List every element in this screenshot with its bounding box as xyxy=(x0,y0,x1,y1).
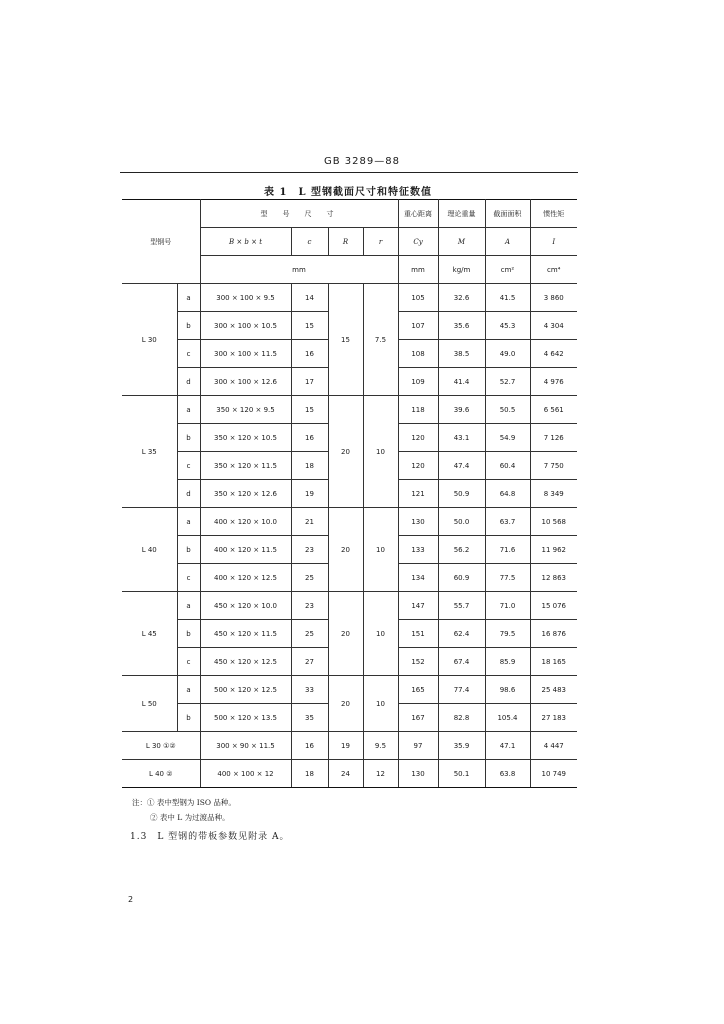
table-row xyxy=(122,592,577,620)
area-cell: 105.4 xyxy=(485,704,530,732)
sym-A: A xyxy=(485,228,530,256)
sub-model-cell: c xyxy=(177,648,200,676)
inertia-cell: 16 876 xyxy=(530,620,577,648)
area-cell: 85.9 xyxy=(485,648,530,676)
table-row xyxy=(122,508,577,536)
centroid-header: 重心距离 xyxy=(398,200,438,228)
centroid-cell: 130 xyxy=(398,760,438,788)
thickness-cell: 23 xyxy=(291,536,328,564)
model-cell: L 40 ② xyxy=(122,760,200,788)
mass-cell: 50.1 xyxy=(438,760,485,788)
thickness-cell: 16 xyxy=(291,732,328,760)
dims-cell: 350 × 120 × 11.5 xyxy=(200,452,291,480)
mass-cell: 77.4 xyxy=(438,676,485,704)
radius-r-cell: 10 xyxy=(363,592,398,676)
sub-model-cell: a xyxy=(177,284,200,312)
centroid-cell: 165 xyxy=(398,676,438,704)
mass-cell: 82.8 xyxy=(438,704,485,732)
mass-cell: 38.5 xyxy=(438,340,485,368)
table-row xyxy=(122,760,577,788)
model-cell: L 50 xyxy=(122,676,177,732)
inertia-cell: 3 860 xyxy=(530,284,577,312)
table-caption: 表 1 L 型钢截面尺寸和特征数值 xyxy=(264,187,432,198)
clause-1-3: 1.3 L 型钢的带板参数见附录 A。 xyxy=(130,832,290,842)
area-cell: 41.5 xyxy=(485,284,530,312)
centroid-cell: 152 xyxy=(398,648,438,676)
thickness-cell: 15 xyxy=(291,312,328,340)
dims-cell: 450 × 120 × 12.5 xyxy=(200,648,291,676)
l-beam-spec-table xyxy=(122,199,577,788)
area-cell: 52.7 xyxy=(485,368,530,396)
sym-d: c xyxy=(291,228,328,256)
thickness-cell: 14 xyxy=(291,284,328,312)
thickness-cell: 27 xyxy=(291,648,328,676)
sub-model-cell: c xyxy=(177,452,200,480)
radius-R-cell: 20 xyxy=(328,508,363,592)
unit-mm-centroid: mm xyxy=(398,256,438,284)
page-number: 2 xyxy=(128,895,134,904)
sym-m: M xyxy=(438,228,485,256)
dims-cell: 300 × 100 × 10.5 xyxy=(200,312,291,340)
inertia-cell: 4 976 xyxy=(530,368,577,396)
mass-cell: 35.6 xyxy=(438,312,485,340)
radius-R-cell: 24 xyxy=(328,760,363,788)
mass-cell: 50.9 xyxy=(438,480,485,508)
sub-model-cell: b xyxy=(177,536,200,564)
thickness-cell: 18 xyxy=(291,760,328,788)
dims-cell: 300 × 90 × 11.5 xyxy=(200,732,291,760)
centroid-cell: 147 xyxy=(398,592,438,620)
centroid-cell: 167 xyxy=(398,704,438,732)
table-row xyxy=(122,284,577,312)
inertia-cell: 4 447 xyxy=(530,732,577,760)
dims-cell: 300 × 100 × 9.5 xyxy=(200,284,291,312)
thickness-cell: 25 xyxy=(291,620,328,648)
area-cell: 50.5 xyxy=(485,396,530,424)
radius-r-cell: 9.5 xyxy=(363,732,398,760)
mass-cell: 47.4 xyxy=(438,452,485,480)
area-cell: 79.5 xyxy=(485,620,530,648)
dims-cell: 400 × 120 × 12.5 xyxy=(200,564,291,592)
unit-cm4: cm⁴ xyxy=(530,256,577,284)
radius-r-cell: 7.5 xyxy=(363,284,398,396)
inertia-cell: 25 483 xyxy=(530,676,577,704)
area-cell: 45.3 xyxy=(485,312,530,340)
mass-header: 理论重量 xyxy=(438,200,485,228)
sub-model-cell: b xyxy=(177,312,200,340)
radius-R-cell: 19 xyxy=(328,732,363,760)
centroid-cell: 107 xyxy=(398,312,438,340)
inertia-cell: 4 304 xyxy=(530,312,577,340)
sub-model-cell: c xyxy=(177,340,200,368)
dims-cell: 300 × 100 × 12.6 xyxy=(200,368,291,396)
dims-cell: 350 × 120 × 9.5 xyxy=(200,396,291,424)
centroid-cell: 120 xyxy=(398,452,438,480)
thickness-cell: 33 xyxy=(291,676,328,704)
sub-model-cell: a xyxy=(177,396,200,424)
centroid-cell: 108 xyxy=(398,340,438,368)
inertia-cell: 4 642 xyxy=(530,340,577,368)
sub-model-cell: a xyxy=(177,592,200,620)
dims-cell: 400 × 100 × 12 xyxy=(200,760,291,788)
mass-cell: 32.6 xyxy=(438,284,485,312)
unit-mm-dims: mm xyxy=(200,256,398,284)
inertia-cell: 7 750 xyxy=(530,452,577,480)
area-header: 截面面积 xyxy=(485,200,530,228)
table-row xyxy=(122,732,577,760)
inertia-cell: 11 962 xyxy=(530,536,577,564)
centroid-cell: 151 xyxy=(398,620,438,648)
sub-model-cell: a xyxy=(177,676,200,704)
sub-model-cell: d xyxy=(177,480,200,508)
area-cell: 71.6 xyxy=(485,536,530,564)
table-row xyxy=(122,676,577,704)
sym-cy: Cy xyxy=(398,228,438,256)
thickness-cell: 15 xyxy=(291,396,328,424)
dims-cell: 500 × 120 × 13.5 xyxy=(200,704,291,732)
mass-cell: 50.0 xyxy=(438,508,485,536)
table-row xyxy=(122,396,577,424)
thickness-cell: 23 xyxy=(291,592,328,620)
dims-cell: 400 × 120 × 10.0 xyxy=(200,508,291,536)
dims-cell: 450 × 120 × 11.5 xyxy=(200,620,291,648)
centroid-cell: 105 xyxy=(398,284,438,312)
inertia-cell: 15 076 xyxy=(530,592,577,620)
mass-cell: 67.4 xyxy=(438,648,485,676)
inertia-cell: 10 749 xyxy=(530,760,577,788)
note-1: 注：① 表中型钢为 ISO 品种。 xyxy=(132,798,236,807)
area-cell: 60.4 xyxy=(485,452,530,480)
inertia-cell: 18 165 xyxy=(530,648,577,676)
unit-kgm: kg/m xyxy=(438,256,485,284)
inertia-cell: 12 863 xyxy=(530,564,577,592)
thickness-cell: 25 xyxy=(291,564,328,592)
area-cell: 77.5 xyxy=(485,564,530,592)
radius-r-cell: 12 xyxy=(363,760,398,788)
inertia-cell: 6 561 xyxy=(530,396,577,424)
dims-cell: 400 × 120 × 11.5 xyxy=(200,536,291,564)
inertia-cell: 8 349 xyxy=(530,480,577,508)
mass-cell: 41.4 xyxy=(438,368,485,396)
inertia-cell: 10 568 xyxy=(530,508,577,536)
dims-cell: 450 × 120 × 10.0 xyxy=(200,592,291,620)
model-cell: L 45 xyxy=(122,592,177,676)
centroid-cell: 133 xyxy=(398,536,438,564)
thickness-cell: 16 xyxy=(291,340,328,368)
sym-dims: B × b × t xyxy=(200,228,291,256)
thickness-cell: 19 xyxy=(291,480,328,508)
inertia-cell: 27 183 xyxy=(530,704,577,732)
model-cell: L 40 xyxy=(122,508,177,592)
table-notes xyxy=(132,795,236,825)
area-cell: 63.8 xyxy=(485,760,530,788)
sub-model-cell: d xyxy=(177,368,200,396)
radius-r-cell: 10 xyxy=(363,508,398,592)
radius-r-cell: 10 xyxy=(363,396,398,508)
sub-model-cell: c xyxy=(177,564,200,592)
area-cell: 98.6 xyxy=(485,676,530,704)
standard-code: GB 3289—88 xyxy=(324,156,400,167)
mass-cell: 35.9 xyxy=(438,732,485,760)
thickness-cell: 17 xyxy=(291,368,328,396)
thickness-cell: 21 xyxy=(291,508,328,536)
radius-R-cell: 20 xyxy=(328,592,363,676)
area-cell: 63.7 xyxy=(485,508,530,536)
sym-R: R xyxy=(328,228,363,256)
radius-R-cell: 15 xyxy=(328,284,363,396)
model-cell: L 30 xyxy=(122,284,177,396)
mass-cell: 55.7 xyxy=(438,592,485,620)
mass-cell: 62.4 xyxy=(438,620,485,648)
header-row-1 xyxy=(122,200,577,228)
centroid-cell: 130 xyxy=(398,508,438,536)
area-cell: 47.1 xyxy=(485,732,530,760)
dims-cell: 300 × 100 × 11.5 xyxy=(200,340,291,368)
sym-I: I xyxy=(530,228,577,256)
radius-R-cell: 20 xyxy=(328,396,363,508)
sub-model-cell: b xyxy=(177,424,200,452)
sub-model-cell: b xyxy=(177,620,200,648)
area-cell: 64.8 xyxy=(485,480,530,508)
header-rule xyxy=(120,172,578,173)
thickness-cell: 35 xyxy=(291,704,328,732)
centroid-cell: 118 xyxy=(398,396,438,424)
thickness-cell: 18 xyxy=(291,452,328,480)
mass-cell: 43.1 xyxy=(438,424,485,452)
centroid-cell: 121 xyxy=(398,480,438,508)
dims-cell: 500 × 120 × 12.5 xyxy=(200,676,291,704)
inertia-cell: 7 126 xyxy=(530,424,577,452)
radius-R-cell: 20 xyxy=(328,676,363,732)
area-cell: 49.0 xyxy=(485,340,530,368)
centroid-cell: 97 xyxy=(398,732,438,760)
model-cell: L 35 xyxy=(122,396,177,508)
note-2: ② 表中 L 为过渡品种。 xyxy=(150,813,230,822)
mass-cell: 60.9 xyxy=(438,564,485,592)
radius-r-cell: 10 xyxy=(363,676,398,732)
unit-cm2: cm² xyxy=(485,256,530,284)
sym-r: r xyxy=(363,228,398,256)
dims-cell: 350 × 120 × 10.5 xyxy=(200,424,291,452)
sub-model-cell: a xyxy=(177,508,200,536)
centroid-cell: 134 xyxy=(398,564,438,592)
dims-group-header: 型 号 尺 寸 xyxy=(200,200,398,228)
area-cell: 71.0 xyxy=(485,592,530,620)
model-header: 型钢号 xyxy=(122,200,200,284)
inertia-header: 惯性矩 xyxy=(530,200,577,228)
mass-cell: 39.6 xyxy=(438,396,485,424)
thickness-cell: 16 xyxy=(291,424,328,452)
dims-cell: 350 × 120 × 12.6 xyxy=(200,480,291,508)
mass-cell: 56.2 xyxy=(438,536,485,564)
centroid-cell: 109 xyxy=(398,368,438,396)
model-cell: L 30 ①② xyxy=(122,732,200,760)
sub-model-cell: b xyxy=(177,704,200,732)
area-cell: 54.9 xyxy=(485,424,530,452)
centroid-cell: 120 xyxy=(398,424,438,452)
